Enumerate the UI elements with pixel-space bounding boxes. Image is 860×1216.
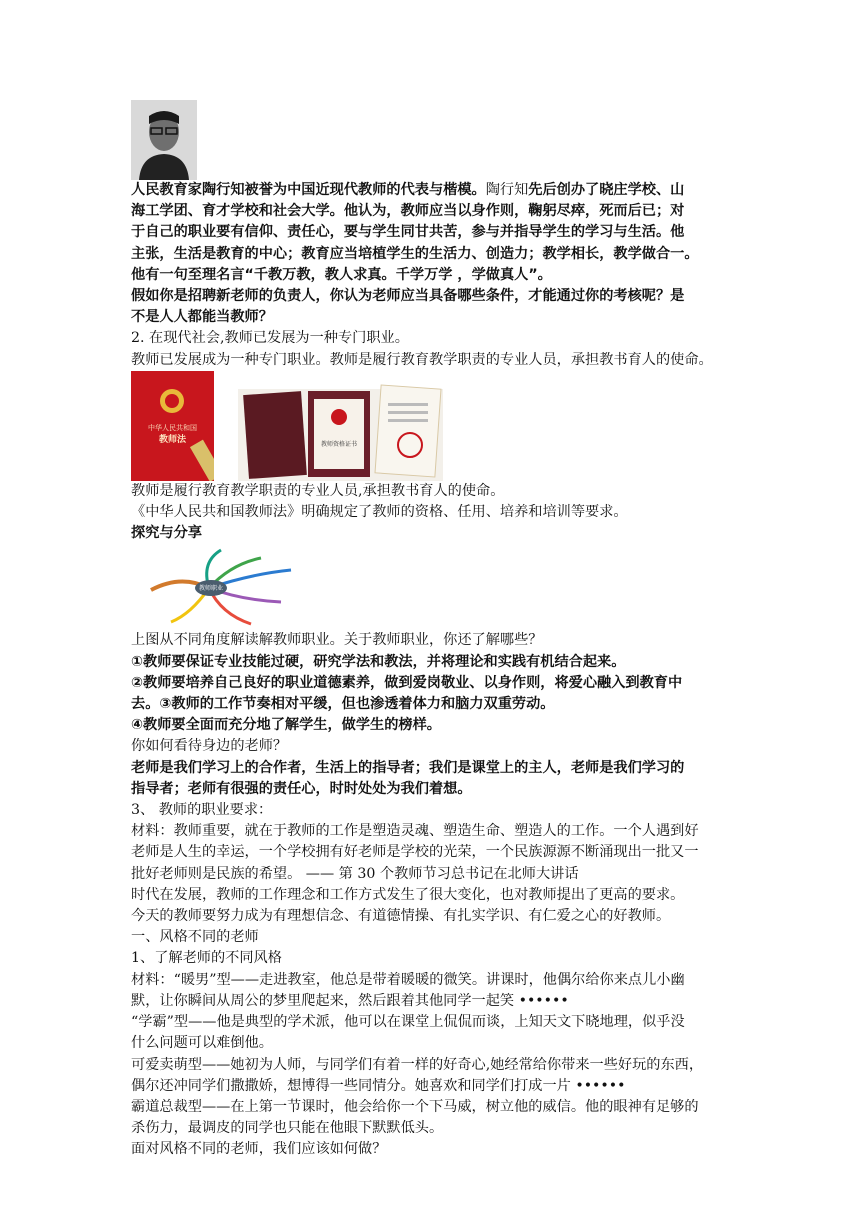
intro-line-4: 主张，生活是教育的中心；教育应当培植学生的生活力、创造力；教学相长，教学做合一。 — [131, 245, 699, 262]
question-line-1: 假如你是招聘新老师的负责人，你认为老师应当具备哪些条件，才能通过你的考核呢？是 — [131, 288, 685, 305]
style-warm-1: 材料：“暖男”型——走进教室，他总是带着暖暖的微笑。讲课时，他偶尔给你来点儿小幽 — [131, 971, 685, 988]
section3-heading: 3、 教师的职业要求： — [131, 802, 273, 819]
mindmap-center-label: 教师职业 — [198, 585, 223, 593]
book-subtitle: 教师法 — [158, 434, 186, 445]
style-cute-1: 可爱卖萌型——她初为人师，与同学们有着一样的好奇心,她经常给你带来一些好玩的东西， — [131, 1056, 704, 1073]
certificate-icon — [238, 381, 443, 481]
explore-question: 上图从不同角度解读解教师职业。关于教师职业，你还了解哪些？ — [131, 632, 543, 649]
document-page — [131, 100, 731, 1161]
question-teachers: 你如何看待身边的老师？ — [131, 738, 288, 755]
section2-heading: 2. 在现代社会,教师已发展为一种专门职业。 — [131, 330, 409, 347]
style-warm-2: 默，让你瞬间从周公的梦里爬起来，然后跟着其他同学一起笑 •••••• — [131, 992, 569, 1009]
answer-3: 去。③教师的工作节奏相对平缓，但也渗透着体力和脑力双重劳动。 — [131, 696, 555, 713]
teacher-law-book — [131, 371, 214, 481]
intro-line-3: 于自己的职业要有信仰、责任心，要与学生同甘共苦，参与并指导学生的学习与生活。他 — [131, 224, 685, 241]
section2-text: 教师已发展成为一种专门职业。教师是履行教育教学职责的专业人员，承担教书育人的使命。 — [131, 351, 713, 368]
book-title: 中华人民共和国 — [148, 423, 197, 432]
answer-2: ②教师要培养自己良好的职业道德素养，做到爱岗敬业、以身作则，将爱心融入到教育中 — [131, 674, 683, 691]
section2-after-1: 教师是履行教育教学职责的专业人员,承担教书育人的使命。 — [131, 482, 505, 499]
section3-text-2: 今天的教师要努力成为有理想信念、有道德情操、有扎实学识、有仁爱之心的好教师。 — [131, 908, 671, 925]
style-boss-2: 杀伤力，最调皮的同学也只能在他眼下默默低头。 — [131, 1120, 444, 1137]
style-boss-1: 霸道总裁型——在上第一节课时，他会给你一个下马威，树立他的威信。他的眼神有足够的 — [131, 1098, 699, 1115]
section3-text-1: 时代在发展，教师的工作理念和工作方式发生了很大变化，也对教师提出了更高的要求。 — [131, 886, 685, 903]
teacher-certificates — [238, 381, 443, 481]
closing-question: 面对风格不同的老师，我们应该如何做？ — [131, 1141, 387, 1158]
intro-line-5: 他有一句至理名言“千教万教，教人求真。千学万学 ，学做真人”。 — [131, 266, 552, 283]
intro-line-1: 人民教育家陶行知被誉为中国近现代教师的代表与楷模。陶行知先后创办了晓庄学校、山 — [131, 182, 685, 198]
question-line-2: 不是人人都能当教师？ — [131, 309, 273, 326]
part1-subheading: 1、了解老师的不同风格 — [131, 950, 282, 967]
material-line-2: 老师是人生的幸运，一个学校拥有好老师是学校的光荣，一个民族源源不断涌现出一批又一 — [131, 844, 699, 861]
explore-heading: 探究与分享 — [131, 525, 202, 542]
material-line-3: 批好老师则是民族的希望。 —— 第 30 个教师节习总书记在北师大讲话 — [131, 865, 579, 882]
answer-teachers-1: 老师是我们学习上的合作者，生活上的指导者；我们是课堂上的主人，老师是我们学习的 — [131, 759, 685, 776]
portrait-icon — [131, 100, 197, 180]
part1-heading: 一、风格不同的老师 — [131, 929, 259, 946]
teacher-mindmap — [131, 544, 306, 630]
certificate-label: 教师资格证书 — [320, 440, 357, 448]
tao-xingzhi-portrait — [131, 100, 197, 180]
material-line-1: 材料：教师重要，就在于教师的工作是塑造灵魂、塑造生命、塑造人的工作。一个人遇到好 — [131, 823, 699, 840]
answer-1: ①教师要保证专业技能过硬，研究学法和教法，并将理论和实践有机结合起来。 — [131, 653, 626, 670]
answer-teachers-2: 指导者；老师有很强的责任心，时时处处为我们着想。 — [131, 780, 472, 797]
law-images — [131, 371, 731, 481]
answer-4: ④教师要全面而充分地了解学生，做学生的榜样。 — [131, 717, 441, 734]
intro-line-2: 海工学团、育才学校和社会大学。他认为，教师应当以身作则，鞠躬尽瘁，死而后已；对 — [131, 203, 685, 220]
section2-after-2: 《中华人民共和国教师法》明确规定了教师的资格、任用、培养和培训等要求。 — [131, 504, 628, 521]
style-scholar-1: “学霸”型——他是典型的学术派，他可以在课堂上侃侃而谈，上知天文下晓地理，似乎没 — [131, 1014, 685, 1031]
style-scholar-2: 什么问题可以难倒他。 — [131, 1035, 273, 1052]
style-cute-2: 偶尔还冲同学们撒撒娇，想博得一些同情分。她喜欢和同学们打成一片 •••••• — [131, 1077, 626, 1094]
